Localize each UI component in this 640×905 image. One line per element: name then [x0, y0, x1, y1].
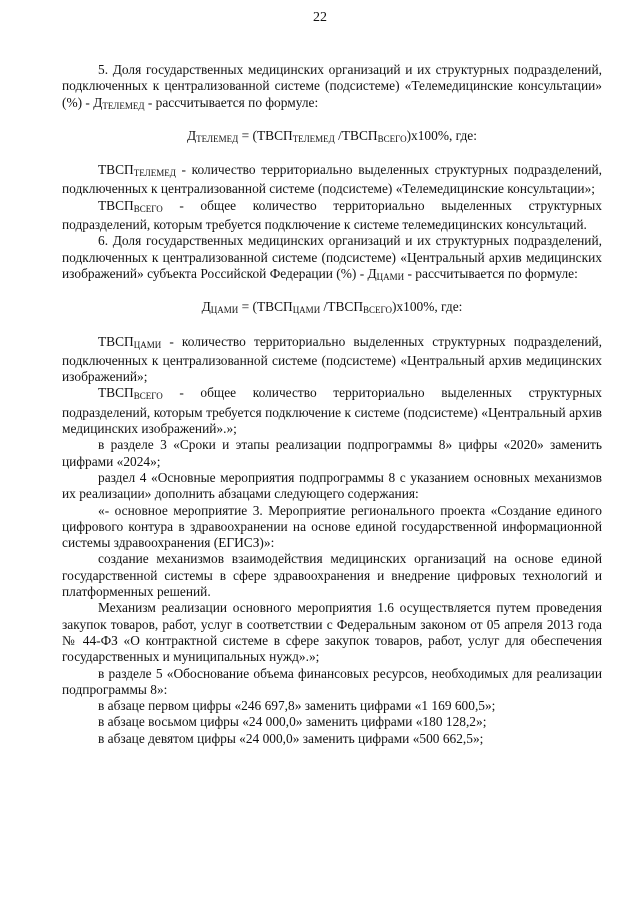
formula-part: = (ТВСП	[238, 127, 293, 143]
formula-part: /ТВСП	[334, 127, 378, 143]
subscript: ТЕЛЕМЕД	[292, 133, 335, 144]
text: - общее количество территориально выделенных структурных подразделений, которым требуется подключение к системе (подсистеме) «Центральный архив медицинских изображений».»;	[62, 385, 602, 437]
section-6-heading	[62, 233, 602, 285]
formula-telemed	[62, 128, 602, 147]
subscript: ЦАМИ	[376, 271, 405, 282]
subscript: ТЕЛЕМЕД	[102, 100, 145, 111]
definition-tvsp-cami	[62, 334, 602, 386]
subscript: ВСЕГО	[133, 391, 163, 402]
subscript: ТЕЛЕМЕД	[133, 168, 176, 179]
subscript: ВСЕГО	[133, 203, 163, 214]
page-number: 22	[313, 10, 327, 25]
symbol: ТВСП	[98, 162, 134, 178]
subscript: ТЕЛЕМЕД	[196, 133, 239, 144]
formula-part: )х100%, где:	[391, 299, 463, 315]
subscript: ЦАМИ	[292, 305, 321, 316]
paragraph: в абзаце восьмом цифры «24 000,0» заменить цифрами «180 128,2»;	[98, 714, 487, 730]
text: - рассчитывается по формуле:	[144, 94, 319, 110]
paragraph: в абзаце первом цифры «246 697,8» заменить цифрами «1 169 600,5»;	[98, 698, 496, 714]
paragraph: «- основное мероприятие 3. Мероприятие регионального проекта «Создание единого цифрового контура в здравоохранении на основе единой государственной информационной системы здравоохранения (ЕГИСЗ)»:	[62, 502, 602, 551]
formula-part: )х100%, где:	[406, 127, 477, 143]
paragraph: в абзаце девятом цифры «24 000,0» заменить цифрами «500 662,5»;	[98, 730, 484, 746]
definition-tvsp-vsego-cami	[62, 385, 602, 437]
section-5-heading	[62, 62, 602, 114]
symbol: ТВСП	[98, 385, 134, 401]
text: 6. Доля государственных медицинских организаций и их структурных подразделений, подключенных к централизованной системе (подсистеме) «Центральный архив медицинских изображений» субъекта Российской Федерации (%) - Д	[62, 233, 602, 281]
paragraph: раздел 4 «Основные мероприятия подпрограммы 8 с указанием основных механизмов их реализации» дополнить абзацами следующего содержания:	[62, 469, 602, 502]
formula-part: Д	[201, 299, 211, 315]
formula-cami	[62, 299, 602, 318]
text: - количество территориально выделенных структурных подразделений, подключенных к централизованной системе (подсистеме) «Телемедицинские консультации»;	[62, 162, 602, 197]
paragraph: создание механизмов взаимодействия медицинских организаций на основе единой государственной системы в сфере здравоохранения и внедрение цифровых технологий и платформенных решений.	[62, 551, 602, 600]
text: - общее количество территориально выделенных структурных подразделений, которым требуется подключение к системе телемедицинских консультаций.	[62, 197, 602, 233]
definition-tvsp-vsego	[62, 198, 602, 234]
symbol: ТВСП	[98, 333, 134, 349]
paragraph: Механизм реализации основного мероприятия 1.6 осуществляется путем проведения закупок товаров, работ, услуг в соответствии с Федеральным законом от 05 апреля 2013 года № 44-ФЗ «О контрактной системе в сфере закупок товаров, работ, услуг для обеспечения государственных и муниципальных нужд».»;	[62, 600, 602, 665]
subscript: ВСЕГО	[362, 305, 392, 316]
subscript: ЦАМИ	[210, 305, 239, 316]
text: - количество территориально выделенных структурных подразделений, подключенных к централизованной системе (подсистеме) «Центральный архив медицинских изображений»;	[62, 333, 602, 385]
text: 5. Доля государственных медицинских организаций и их структурных подразделений, подключенных к централизованной системе (подсистеме) «Телемедицинские консультации» (%) - Д	[62, 62, 602, 110]
text: - рассчитывается по формуле:	[404, 265, 578, 281]
definition-tvsp-telemed	[62, 162, 602, 198]
subscript: ВСЕГО	[377, 133, 407, 144]
formula-part: = (ТВСП	[238, 299, 293, 315]
subscript: ЦАМИ	[133, 339, 162, 350]
formula-part: Д	[187, 127, 197, 143]
formula-part: /ТВСП	[320, 299, 363, 315]
document-body	[62, 62, 602, 747]
symbol: ТВСП	[98, 197, 134, 213]
paragraph: в разделе 3 «Сроки и этапы реализации подпрограммы 8» цифры «2020» заменить цифрами «2024»;	[62, 437, 602, 469]
paragraph: в разделе 5 «Обоснование объема финансовых ресурсов, необходимых для реализации подпрограммы 8»:	[62, 665, 602, 697]
